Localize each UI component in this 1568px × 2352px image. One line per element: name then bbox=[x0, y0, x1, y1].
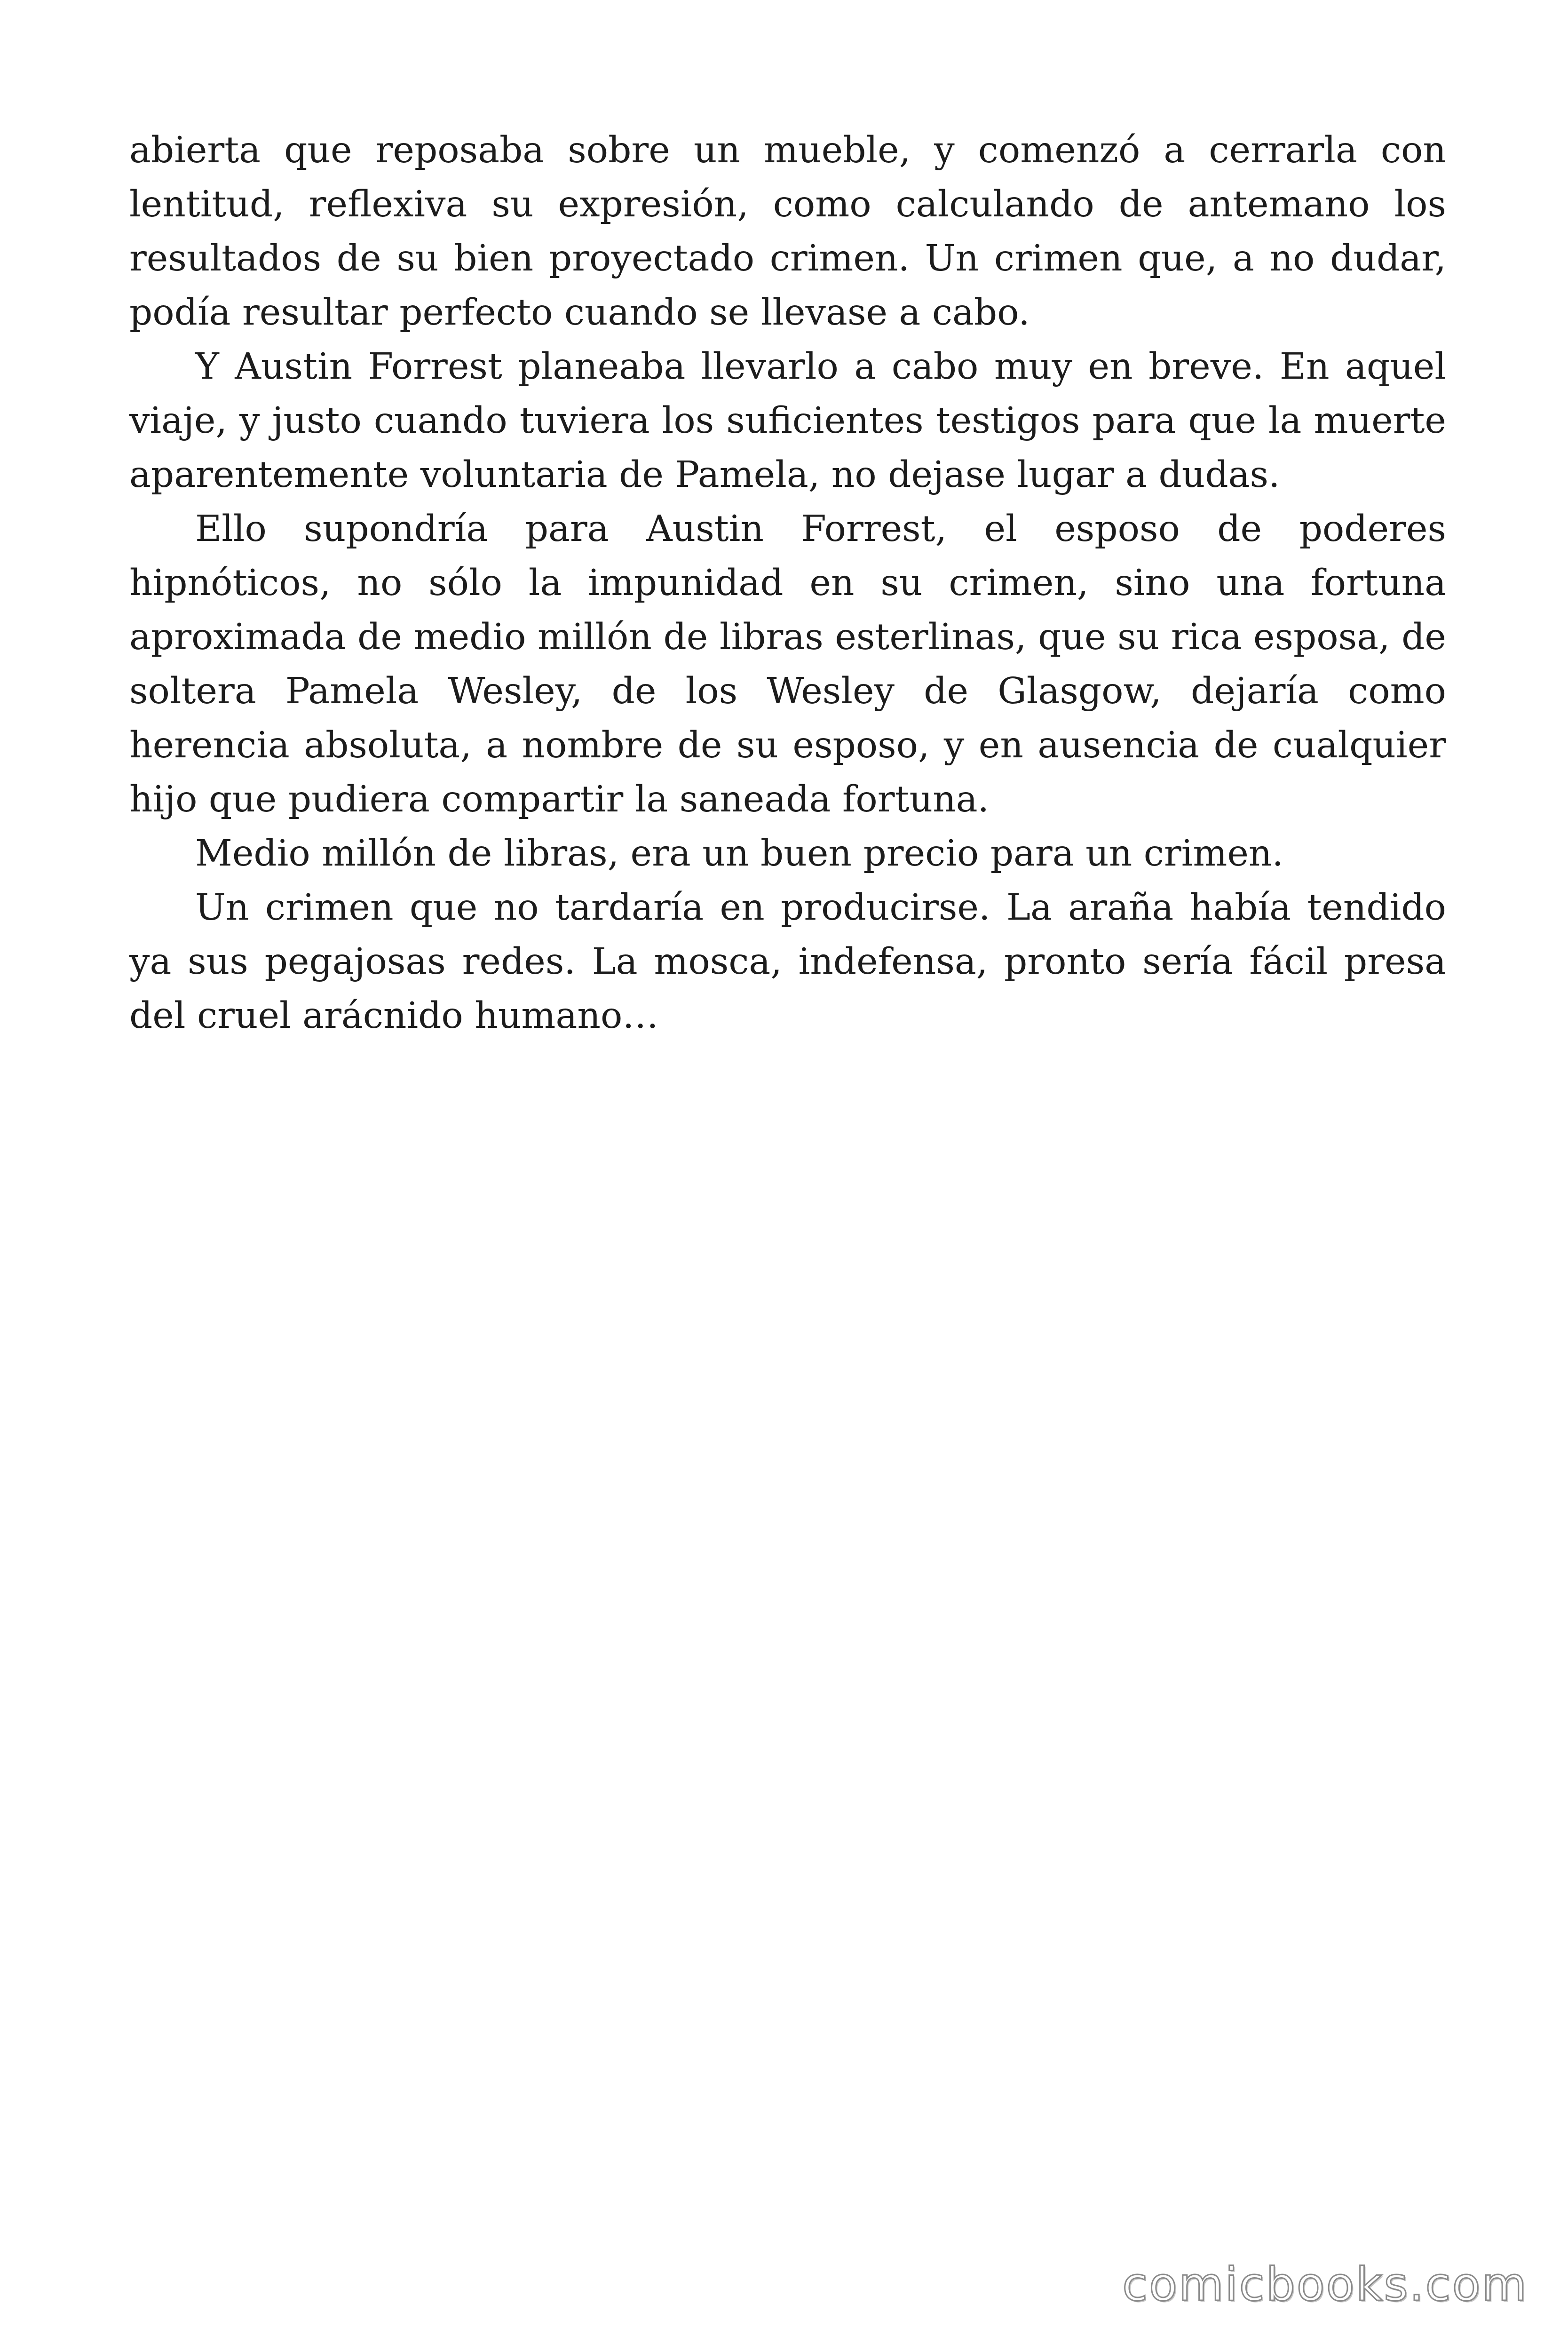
page-body bbox=[129, 123, 1446, 1043]
paragraph-4: Medio millón de libras, era un buen precio para un crimen. bbox=[195, 833, 1283, 874]
paragraph-3: Ello supondría para Austin Forrest, el esposo de poderes hipnóticos, no sólo la impunidad en su crimen, sino una fortuna aproximada de medio millón de libras esterlinas, que su rica esposa, de soltera Pamela Wesley, de los Wesley de Glasgow, dejaría como herencia absoluta, a nombre de su esposo, y en ausencia de cualquier hijo que pudiera compartir la saneada fortuna. bbox=[129, 508, 1446, 820]
paragraph-5: Un crimen que no tardaría en producirse. La araña había tendido ya sus pegajosas redes. La mosca, indefensa, pronto sería fácil presa del cruel arácnido humano… bbox=[129, 887, 1446, 1037]
paragraph-2: Y Austin Forrest planeaba llevarlo a cabo muy en breve. En aquel viaje, y justo cuando tuviera los suficientes testigos para que la muerte aparentemente voluntaria de Pamela, no dejase lugar a dudas. bbox=[129, 346, 1446, 496]
paragraph-1: abierta que reposaba sobre un mueble, y comenzó a cerrarla con lentitud, reflexiva su expresión, como calculando de antemano los resultados de su bien proyectado crimen. Un crimen que, a no dudar, podía resultar perfecto cuando se llevase a cabo. bbox=[129, 129, 1446, 334]
watermark: comicbooks.com bbox=[1122, 2258, 1528, 2312]
